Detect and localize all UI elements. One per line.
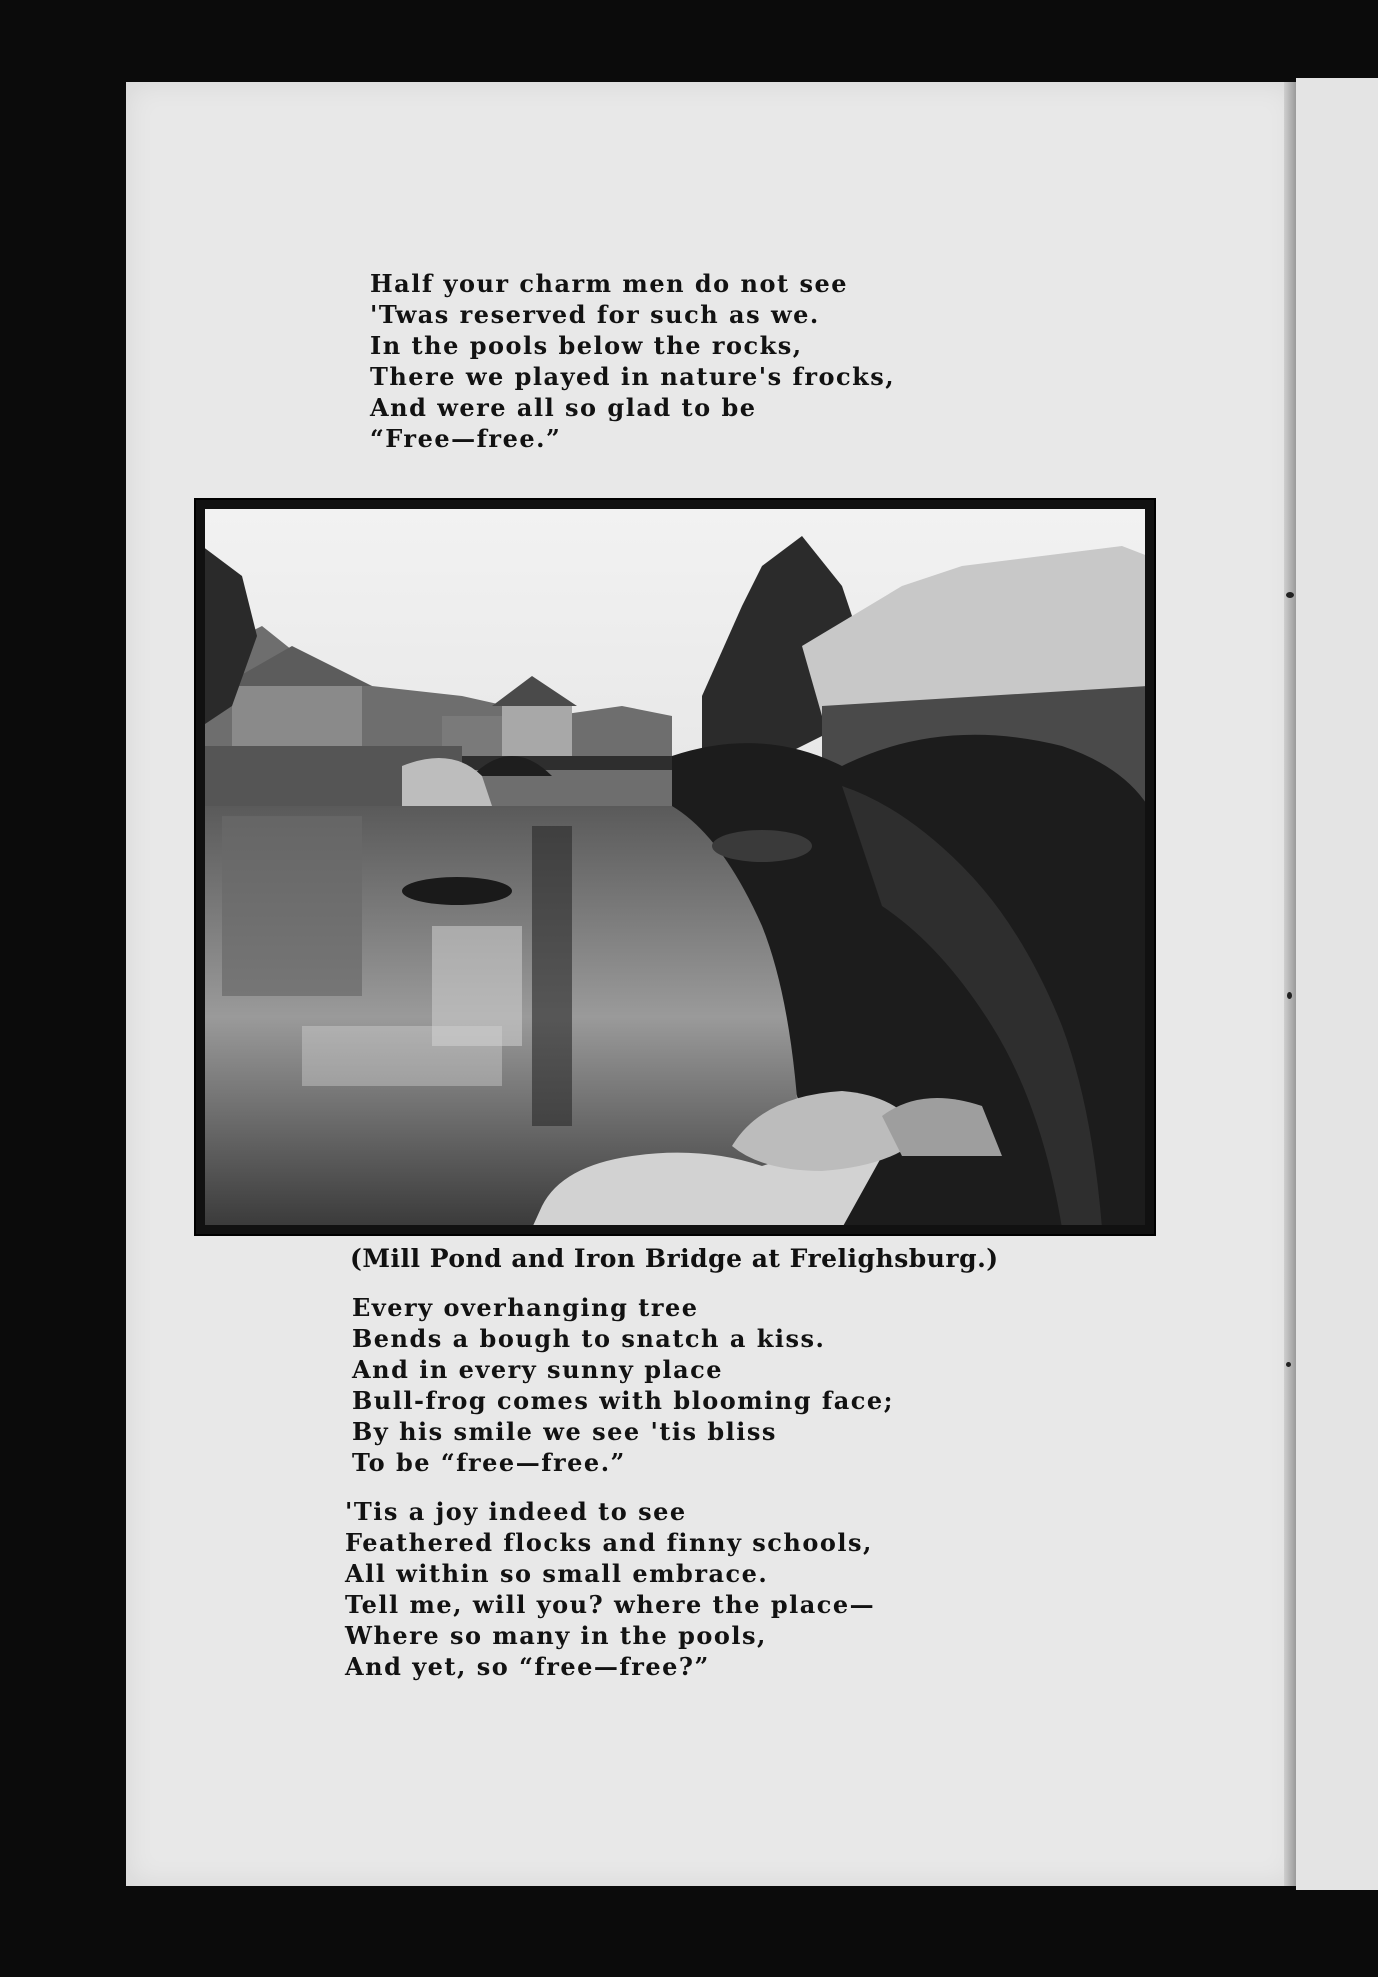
poem-line: 'Twas reserved for such as we. <box>370 300 820 329</box>
poem-stanza <box>345 1496 875 1682</box>
poem-stanza <box>352 1292 894 1478</box>
poem-line: 'Tis a joy indeed to see <box>345 1497 687 1526</box>
photograph-image <box>202 506 1148 1228</box>
photo-caption: (Mill Pond and Iron Bridge at Frelighsburg.) <box>350 1244 999 1273</box>
poem-line: Every overhanging tree <box>352 1293 699 1322</box>
poem-line: By his smile we see 'tis bliss <box>352 1417 777 1446</box>
poem-line: Where so many in the pools, <box>345 1621 767 1650</box>
facing-page-edge <box>1296 78 1378 1890</box>
poem-line: Half your charm men do not see <box>370 269 848 298</box>
poem-line: And were all so glad to be <box>370 393 757 422</box>
ink-speck <box>1287 992 1292 999</box>
ink-speck <box>1286 1362 1291 1367</box>
poem-line: Bull-frog comes with blooming face; <box>352 1386 894 1415</box>
poem-line: To be “free—free.” <box>352 1448 626 1477</box>
poem-stanza <box>370 268 895 454</box>
poem-line: Feathered flocks and finny schools, <box>345 1528 873 1557</box>
poem-line: “Free—free.” <box>370 424 562 453</box>
poem-line: And yet, so “free—free?” <box>345 1652 710 1681</box>
poem-line: And in every sunny place <box>352 1355 724 1384</box>
poem-line: Bends a bough to snatch a kiss. <box>352 1324 826 1353</box>
ink-speck <box>1286 592 1294 598</box>
poem-line: Tell me, will you? where the place— <box>345 1590 876 1619</box>
page-gutter <box>1284 82 1296 1886</box>
poem-line: There we played in nature's frocks, <box>370 362 896 391</box>
poem-line: In the pools below the rocks, <box>370 331 803 360</box>
poem-line: All within so small embrace. <box>345 1559 769 1588</box>
mill-pond-photograph <box>194 498 1156 1236</box>
